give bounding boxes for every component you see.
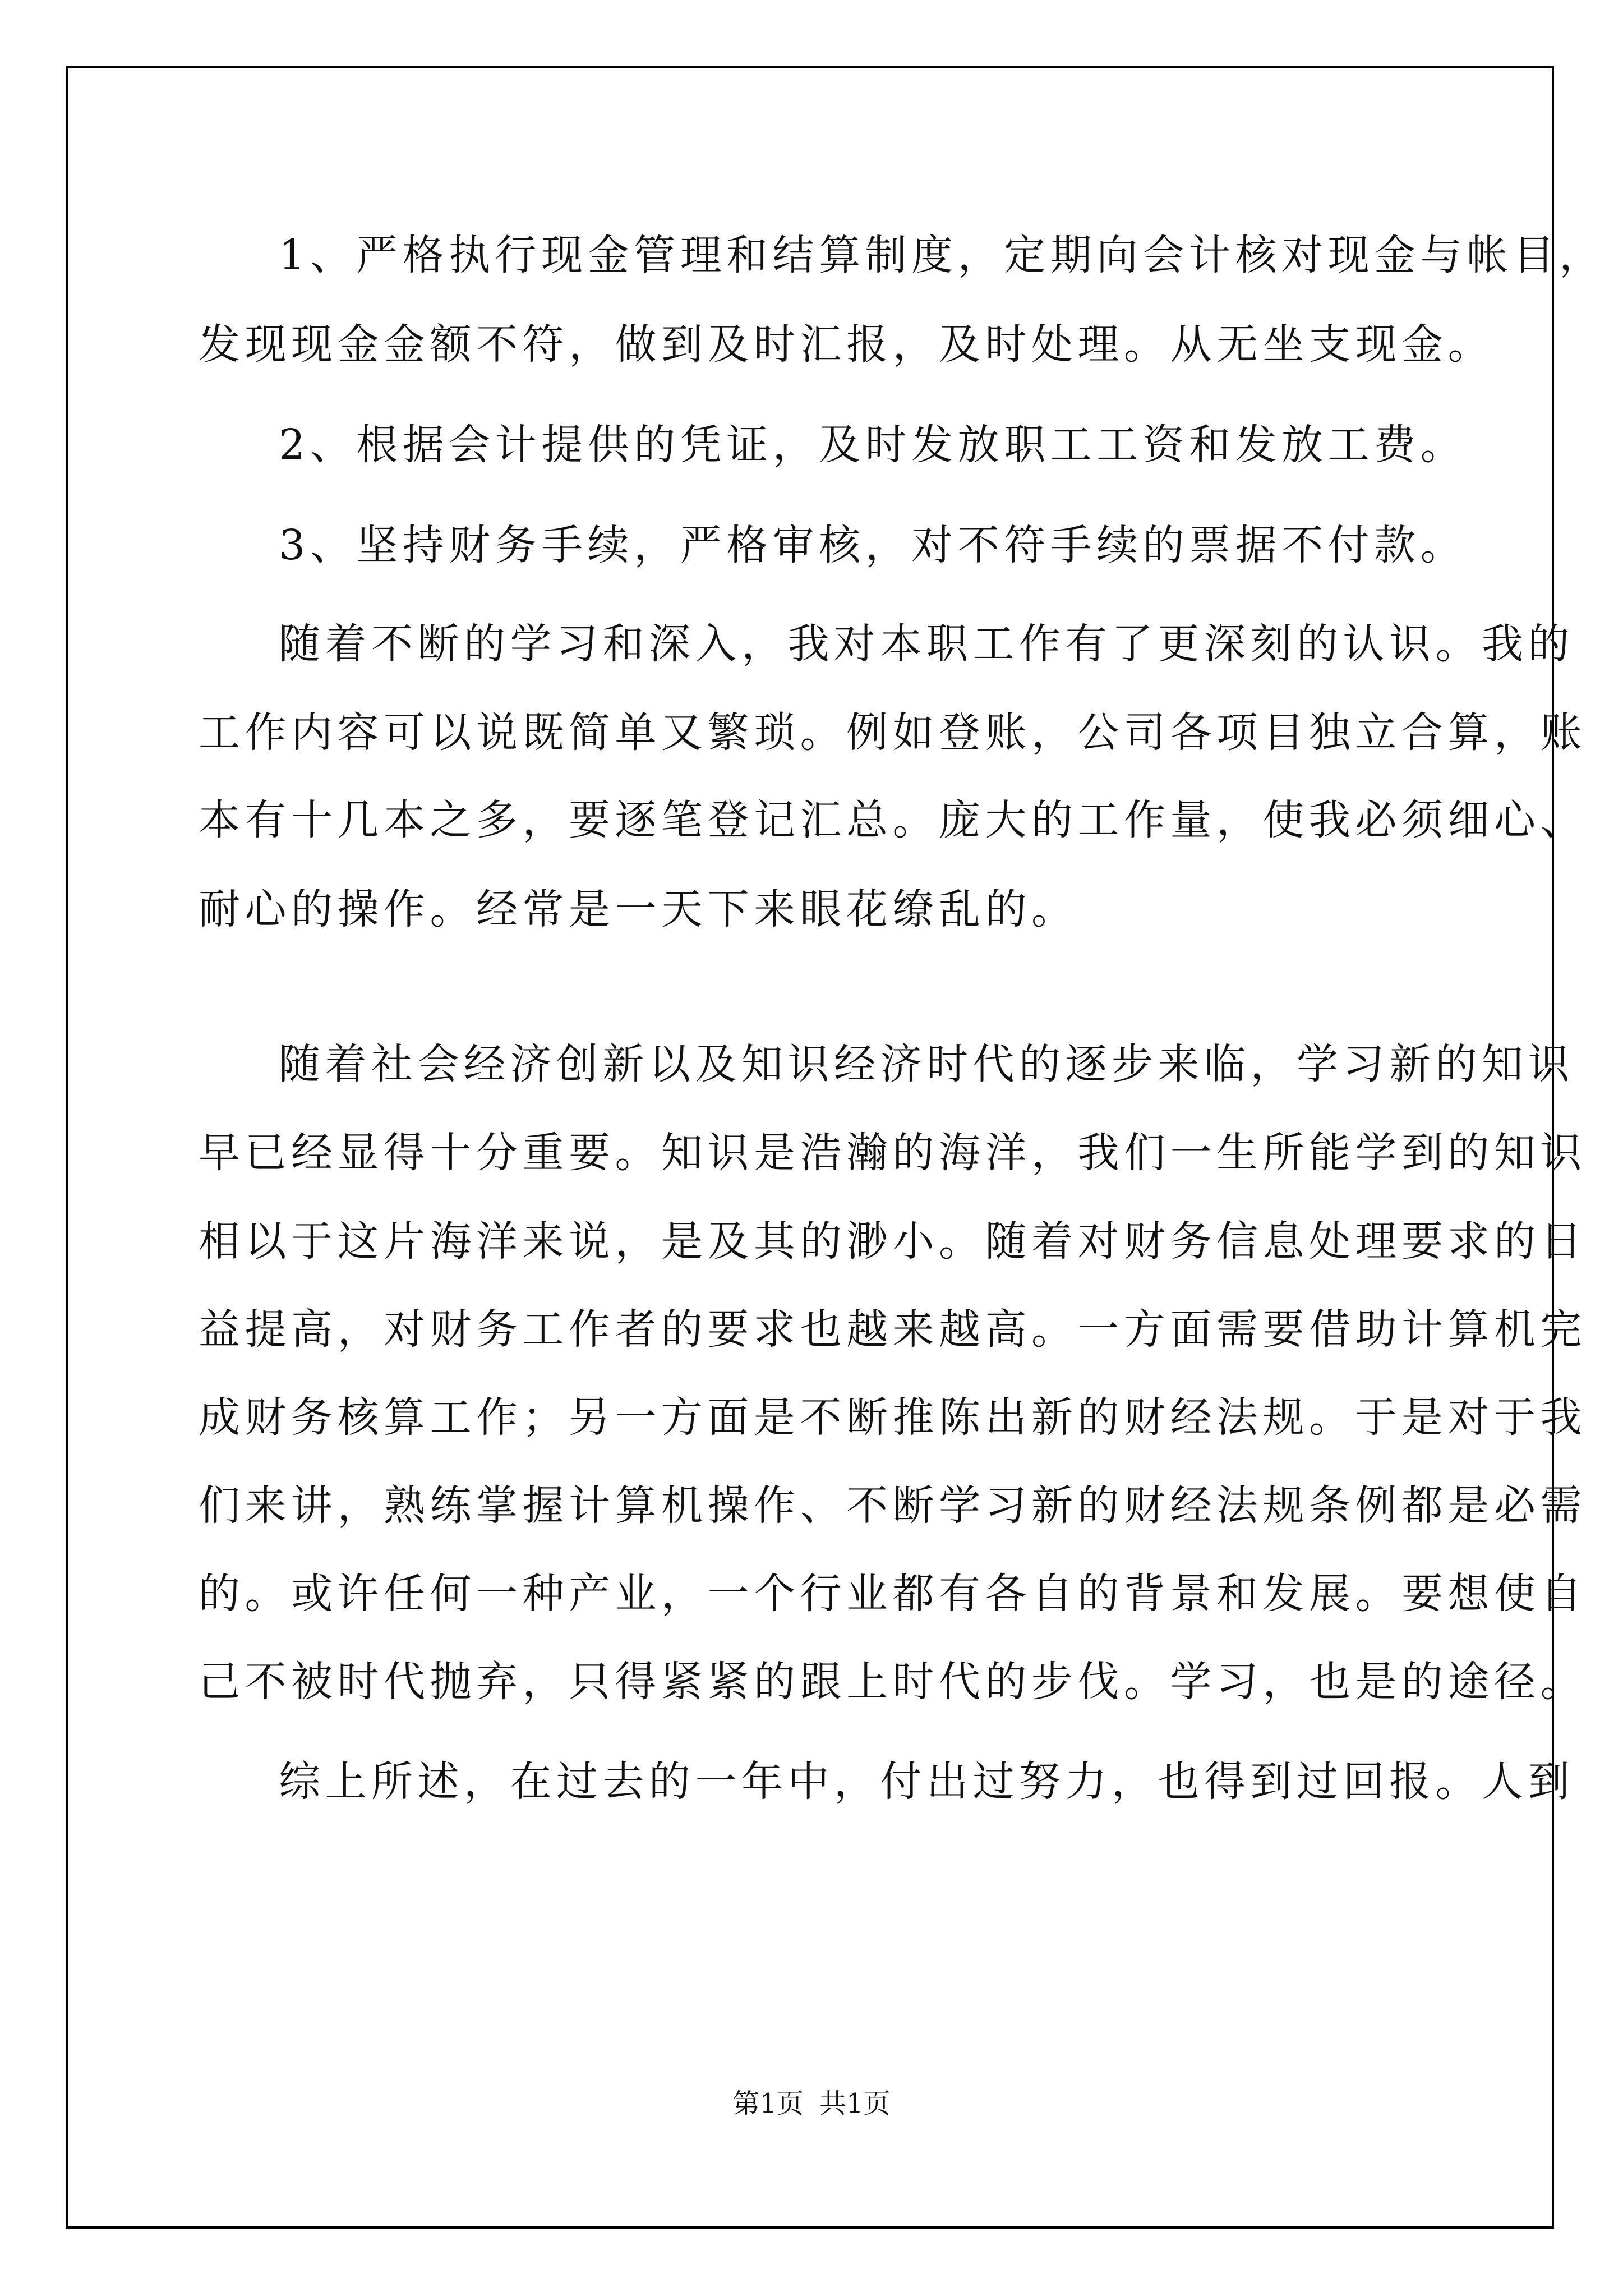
text-line: 随着社会经济创新以及知识经济时代的逐步来临，学习新的知识 bbox=[279, 1040, 1574, 1088]
text-line: 成财务核算工作；另一方面是不断推陈出新的财经法规。于是对于我 bbox=[199, 1393, 1587, 1442]
text-line: 发现现金金额不符，做到及时汇报，及时处理。从无坐支现金。 bbox=[199, 320, 1494, 369]
page-total: 共1页 bbox=[819, 2088, 891, 2119]
text-line: 益提高，对财务工作者的要求也越来越高。一方面需要借助计算机完 bbox=[199, 1305, 1587, 1354]
text-line: 1、严格执行现金管理和结算制度，定期向会计核对现金与帐目， bbox=[279, 231, 1606, 279]
page-number: 第1页 bbox=[732, 2088, 804, 2119]
text-line: 综上所述，在过去的一年中，付出过努力，也得到过回报。人到 bbox=[279, 1757, 1574, 1806]
text-line: 相以于这片海洋来说，是及其的渺小。随着对财务信息处理要求的日 bbox=[199, 1217, 1587, 1266]
text-line: 早已经显得十分重要。知识是浩瀚的海洋，我们一生所能学到的知识 bbox=[199, 1129, 1587, 1177]
text-line: 们来讲，熟练掌握计算机操作、不断学习新的财经法规条例都是必需 bbox=[199, 1481, 1587, 1530]
text-line: 随着不断的学习和深入，我对本职工作有了更深刻的认识。我的 bbox=[279, 620, 1574, 668]
text-line: 工作内容可以说既简单又繁琐。例如登账，公司各项目独立合算，账 bbox=[199, 708, 1587, 757]
text-line: 本有十几本之多，要逐笔登记汇总。庞大的工作量，使我必须细心、 bbox=[199, 796, 1587, 844]
text-line: 3、坚持财务手续，严格审核，对不符手续的票据不付款。 bbox=[279, 521, 1467, 569]
text-line: 己不被时代抛弃，只得紧紧的跟上时代的步伐。学习，也是的途径。 bbox=[199, 1658, 1587, 1706]
page-footer bbox=[0, 2087, 1623, 2120]
text-line: 的。或许任何一种产业，一个行业都有各自的背景和发展。要想使自 bbox=[199, 1570, 1587, 1618]
text-line: 耐心的操作。经常是一天下来眼花缭乱的。 bbox=[199, 885, 1078, 933]
text-line: 2、根据会计提供的凭证，及时发放职工工资和发放工费。 bbox=[279, 421, 1467, 469]
